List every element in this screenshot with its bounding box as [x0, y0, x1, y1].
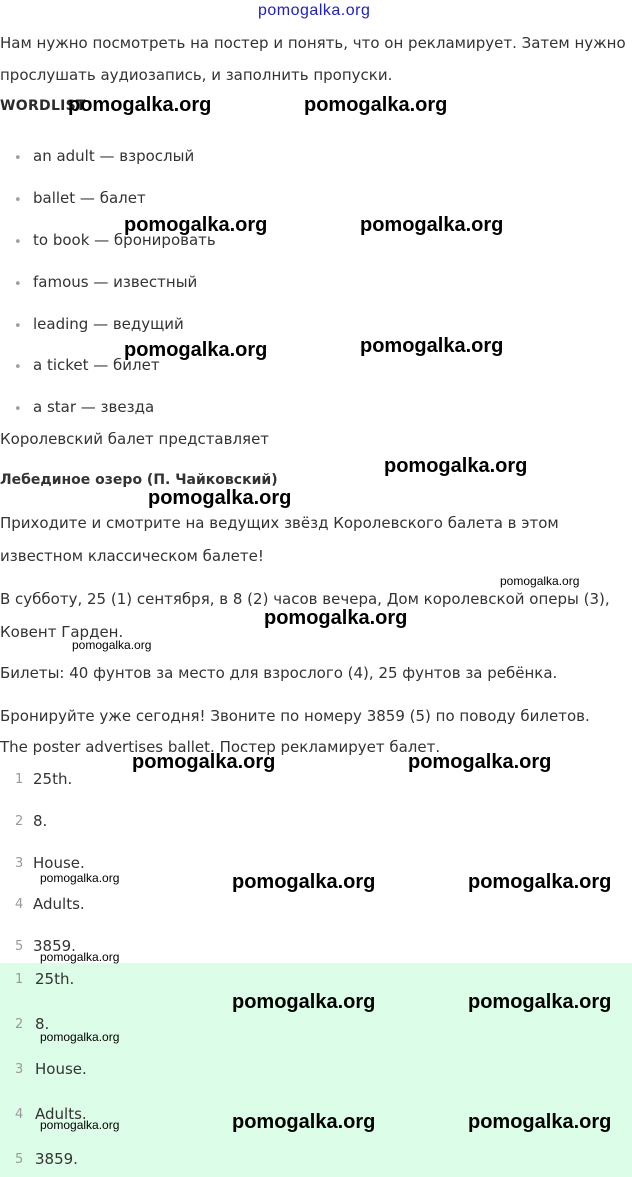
- poster-conclusion: The poster advertises ballet. Постер рекламирует балет.: [0, 738, 441, 756]
- list-item: [14, 147, 22, 166]
- watermark: pomogalka.org: [304, 94, 448, 116]
- bullet-icon: •: [14, 235, 22, 250]
- watermark: pomogalka.org: [468, 991, 612, 1013]
- poster-line-2: известном классическом балете!: [0, 547, 264, 565]
- answer-text: 3859.: [33, 937, 76, 955]
- list-item: [14, 231, 22, 250]
- watermark: pomogalka.org: [40, 950, 120, 964]
- wordlist-item: famous — известный: [33, 273, 198, 291]
- watermark: pomogalka.org: [124, 214, 268, 236]
- list-item: [14, 315, 22, 334]
- answer-text: Adults.: [35, 1105, 87, 1123]
- answer-text: House.: [33, 854, 85, 872]
- answer-number: 4: [15, 897, 24, 912]
- answer-text: 8.: [33, 812, 48, 830]
- watermark: pomogalka.org: [500, 574, 580, 588]
- list-item: [14, 398, 22, 417]
- watermark: pomogalka.org: [132, 751, 276, 773]
- answer-number: 3: [15, 1062, 24, 1077]
- answer-text: Adults.: [33, 895, 85, 913]
- answer-text: 3859.: [35, 1150, 78, 1168]
- list-item: [14, 189, 22, 208]
- bullet-icon: •: [14, 319, 22, 334]
- answer-number: 4: [15, 1107, 24, 1122]
- watermark: pomogalka.org: [384, 455, 528, 477]
- answer-number: 3: [15, 856, 24, 871]
- list-item: [14, 356, 22, 375]
- watermark: pomogalka.org: [264, 607, 408, 629]
- answer-number: 2: [15, 1017, 24, 1032]
- watermark: pomogalka.org: [468, 1111, 612, 1133]
- poster-line-4: Ковент Гарден.: [0, 623, 124, 641]
- top-watermark: pomogalka.org: [258, 2, 371, 19]
- watermark: pomogalka.org: [408, 751, 552, 773]
- answer-text: 25th.: [33, 770, 73, 788]
- wordlist-item: to book — бронировать: [33, 231, 216, 249]
- watermark: pomogalka.org: [72, 638, 152, 652]
- poster-line-3: В субботу, 25 (1) сентября, в 8 (2) часов вечера, Дом королевской оперы (3),: [0, 590, 610, 608]
- answer-number: 5: [15, 1152, 24, 1167]
- answer-text: 25th.: [35, 970, 75, 988]
- watermark: pomogalka.org: [40, 1030, 120, 1044]
- wordlist-item: leading — ведущий: [33, 315, 184, 333]
- bullet-icon: •: [14, 277, 22, 292]
- intro-line-2: прослушать аудиозапись, и заполнить пропуски.: [0, 66, 393, 84]
- bullet-icon: •: [14, 402, 22, 417]
- answer-number: 5: [15, 939, 24, 954]
- poster-line-1: Приходите и смотрите на ведущих звёзд Королевского балета в этом: [0, 514, 559, 532]
- poster-title: Лебединое озеро (П. Чайковский): [0, 472, 278, 488]
- watermark: pomogalka.org: [40, 871, 120, 885]
- watermark: pomogalka.org: [232, 1111, 376, 1133]
- wordlist-item: an adult — взрослый: [33, 147, 195, 165]
- bullet-icon: •: [14, 151, 22, 166]
- answer-text: House.: [35, 1060, 87, 1078]
- watermark: pomogalka.org: [360, 335, 504, 357]
- answer-number: 1: [15, 972, 24, 987]
- intro-line-1: Нам нужно посмотреть на постер и понять, что он рекламирует. Затем нужно: [0, 34, 626, 52]
- wordlist-item: ballet — балет: [33, 189, 146, 207]
- answer-text: 8.: [35, 1015, 50, 1033]
- watermark: pomogalka.org: [68, 94, 212, 116]
- watermark: pomogalka.org: [148, 487, 292, 509]
- list-item: [14, 273, 22, 292]
- watermark: pomogalka.org: [124, 339, 268, 361]
- bullet-icon: •: [14, 193, 22, 208]
- watermark: pomogalka.org: [232, 991, 376, 1013]
- answer-number: 1: [15, 772, 24, 787]
- wordlist-item: a star — звезда: [33, 398, 155, 416]
- poster-presents: Королевский балет представляет: [0, 430, 270, 448]
- bullet-icon: •: [14, 360, 22, 375]
- watermark: pomogalka.org: [232, 871, 376, 893]
- wordlist-item: a ticket — билет: [33, 356, 160, 374]
- watermark: pomogalka.org: [468, 871, 612, 893]
- watermark: pomogalka.org: [360, 214, 504, 236]
- poster-line-6: Бронируйте уже сегодня! Звоните по номеру 3859 (5) по поводу билетов.: [0, 707, 590, 725]
- poster-line-5: Билеты: 40 фунтов за место для взрослого (4), 25 фунтов за ребёнка.: [0, 664, 558, 682]
- answer-number: 2: [15, 814, 24, 829]
- watermark: pomogalka.org: [40, 1118, 120, 1132]
- wordlist-title: WORDLIST: [0, 98, 86, 114]
